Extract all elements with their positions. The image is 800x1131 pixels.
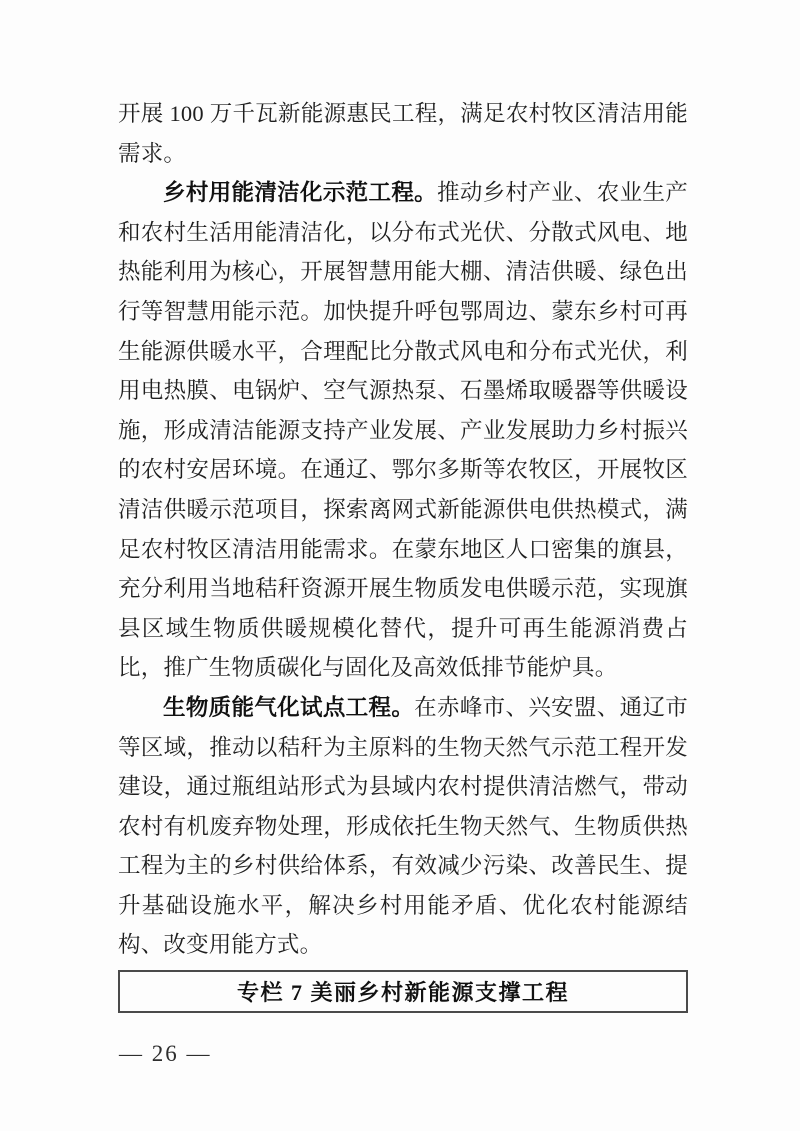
paragraph-continuation	[118, 94, 688, 173]
page-number: — 26 —	[119, 1041, 212, 1066]
column-box-title: 专栏 7 美丽乡村新能源支撑工程	[236, 980, 569, 1006]
paragraph-text: 在赤峰市、兴安盟、通辽市等区域，推动以秸秆为主原料的生物天然气示范工程开发建设，通过瓶组站形式为县域内农村提供清洁燃气，带动农村有机废弃物处理，形成依托生物天然气、生物质供热工程为主的乡村供给体系，有效减少污染、改善民生、提升基础设施水平，解决乡村用能矛盾、优化农村能源结构、改变用能方式。	[118, 694, 689, 958]
paragraph-lead: 生物质能气化试点工程。	[163, 694, 415, 720]
column-box	[118, 970, 688, 1013]
paragraph-text: 推动乡村产业、农业生产和农村生活用能清洁化，以分布式光伏、分散式风电、地热能利用为核心，开展智慧用能大棚、清洁供暖、绿色出行等智慧用能示范。加快提升呼包鄂周边、蒙东乡村可再生能源供暖水平，合理配比分散式风电和分布式光伏，利用电热膜、电锅炉、空气源热泵、石墨烯取暖器等供暖设施，形成清洁能源支持产业发展、产业发展助力乡村振兴的农村安居环境。在通辽、鄂尔多斯等农牧区，开展牧区清洁供暖示范项目，探索离网式新能源供电供热模式，满足农村牧区清洁用能需求。在蒙东地区人口密集的旗县，充分利用当地秸秆资源开展生物质发电供暖示范，实现旗县区域生物质供暖规模化替代，提升可再生能源消费占比，推广生物质碳化与固化及高效低排节能炉具。	[118, 180, 688, 681]
paragraph-rural-clean-energy	[118, 173, 688, 688]
paragraph-lead: 乡村用能清洁化示范工程。	[163, 180, 437, 206]
page-body	[118, 94, 688, 1013]
paragraph-biomass-gasification	[118, 688, 688, 965]
paragraph-text: 开展 100 万千瓦新能源惠民工程，满足农村牧区清洁用能需求。	[118, 101, 688, 166]
